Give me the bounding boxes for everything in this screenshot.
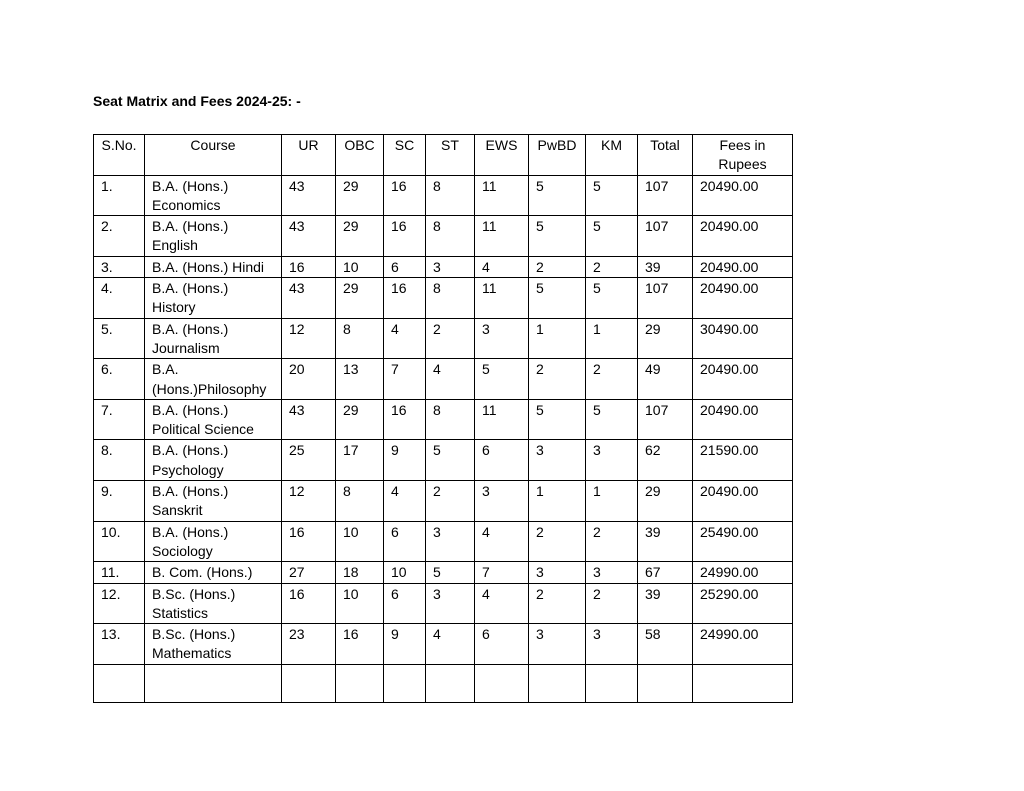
cell-pwbd: 2 <box>529 521 586 562</box>
cell-km: 5 <box>586 175 638 216</box>
table-row <box>94 175 793 216</box>
header-sno: S.No. <box>94 135 145 176</box>
cell-sno: 1. <box>94 175 145 216</box>
cell-ews: 3 <box>475 481 529 522</box>
cell-obc: 29 <box>336 175 384 216</box>
cell-obc: 13 <box>336 359 384 400</box>
cell-ur: 43 <box>282 278 336 319</box>
cell-ur <box>282 664 336 702</box>
cell-sc: 16 <box>384 175 426 216</box>
header-total: Total <box>638 135 693 176</box>
cell-course: B. Com. (Hons.) <box>145 562 282 583</box>
table-row <box>94 562 793 583</box>
cell-fees: 20490.00 <box>693 399 793 440</box>
cell-pwbd: 1 <box>529 318 586 359</box>
cell-st: 3 <box>426 521 475 562</box>
cell-km: 2 <box>586 521 638 562</box>
cell-total: 39 <box>638 583 693 624</box>
cell-fees: 25290.00 <box>693 583 793 624</box>
cell-obc: 16 <box>336 624 384 665</box>
cell-ews: 11 <box>475 175 529 216</box>
cell-st <box>426 664 475 702</box>
cell-km: 5 <box>586 216 638 257</box>
cell-ews: 6 <box>475 440 529 481</box>
cell-sno <box>94 664 145 702</box>
table-row <box>94 521 793 562</box>
cell-ur: 12 <box>282 481 336 522</box>
cell-pwbd: 1 <box>529 481 586 522</box>
header-course: Course <box>145 135 282 176</box>
header-obc: OBC <box>336 135 384 176</box>
cell-total: 29 <box>638 481 693 522</box>
cell-sno: 6. <box>94 359 145 400</box>
cell-ur: 43 <box>282 399 336 440</box>
cell-km: 2 <box>586 256 638 277</box>
header-km: KM <box>586 135 638 176</box>
cell-sc: 4 <box>384 481 426 522</box>
cell-ews: 4 <box>475 521 529 562</box>
cell-ews <box>475 664 529 702</box>
cell-ur: 12 <box>282 318 336 359</box>
cell-ews: 3 <box>475 318 529 359</box>
header-ur: UR <box>282 135 336 176</box>
cell-fees: 20490.00 <box>693 359 793 400</box>
cell-st: 5 <box>426 440 475 481</box>
cell-pwbd: 5 <box>529 216 586 257</box>
cell-total: 107 <box>638 399 693 440</box>
cell-ur: 23 <box>282 624 336 665</box>
cell-ur: 20 <box>282 359 336 400</box>
cell-sno: 13. <box>94 624 145 665</box>
cell-sc: 7 <box>384 359 426 400</box>
cell-fees: 20490.00 <box>693 256 793 277</box>
cell-sc: 16 <box>384 278 426 319</box>
cell-pwbd: 3 <box>529 624 586 665</box>
cell-obc: 10 <box>336 583 384 624</box>
cell-sc <box>384 664 426 702</box>
cell-km: 5 <box>586 278 638 319</box>
document-title: Seat Matrix and Fees 2024-25: - <box>93 93 301 109</box>
cell-ews: 6 <box>475 624 529 665</box>
cell-sc: 9 <box>384 440 426 481</box>
cell-total: 107 <box>638 175 693 216</box>
cell-sc: 6 <box>384 521 426 562</box>
cell-st: 3 <box>426 583 475 624</box>
header-fees: Fees in Rupees <box>693 135 793 176</box>
table-row <box>94 624 793 665</box>
table-row <box>94 318 793 359</box>
cell-st: 2 <box>426 481 475 522</box>
cell-ews: 11 <box>475 278 529 319</box>
cell-ews: 4 <box>475 583 529 624</box>
table-row <box>94 583 793 624</box>
cell-km: 1 <box>586 481 638 522</box>
cell-pwbd: 5 <box>529 278 586 319</box>
cell-km: 5 <box>586 399 638 440</box>
cell-obc: 29 <box>336 216 384 257</box>
cell-course: B.A. (Hons.) Sanskrit <box>145 481 282 522</box>
cell-total: 62 <box>638 440 693 481</box>
cell-fees: 20490.00 <box>693 216 793 257</box>
cell-ur: 25 <box>282 440 336 481</box>
cell-sno: 11. <box>94 562 145 583</box>
cell-obc: 8 <box>336 318 384 359</box>
cell-total: 107 <box>638 216 693 257</box>
cell-total: 39 <box>638 256 693 277</box>
cell-ur: 16 <box>282 583 336 624</box>
cell-pwbd: 5 <box>529 175 586 216</box>
cell-total: 58 <box>638 624 693 665</box>
cell-course: B.A. (Hons.) Psychology <box>145 440 282 481</box>
cell-course: B.A. (Hons.) Hindi <box>145 256 282 277</box>
header-sc: SC <box>384 135 426 176</box>
cell-st: 8 <box>426 278 475 319</box>
cell-sno: 3. <box>94 256 145 277</box>
cell-obc: 29 <box>336 399 384 440</box>
cell-sno: 5. <box>94 318 145 359</box>
cell-km: 2 <box>586 583 638 624</box>
cell-course: B.A. (Hons.) Journalism <box>145 318 282 359</box>
cell-pwbd: 3 <box>529 562 586 583</box>
cell-sno: 8. <box>94 440 145 481</box>
table-row <box>94 256 793 277</box>
table-row <box>94 664 793 702</box>
cell-st: 4 <box>426 359 475 400</box>
cell-obc <box>336 664 384 702</box>
table-row <box>94 481 793 522</box>
cell-sno: 9. <box>94 481 145 522</box>
cell-obc: 10 <box>336 521 384 562</box>
cell-km: 3 <box>586 624 638 665</box>
cell-sno: 2. <box>94 216 145 257</box>
cell-ews: 11 <box>475 399 529 440</box>
cell-ews: 7 <box>475 562 529 583</box>
cell-sc: 10 <box>384 562 426 583</box>
cell-fees: 20490.00 <box>693 278 793 319</box>
cell-pwbd: 5 <box>529 399 586 440</box>
cell-course: B.Sc. (Hons.) Mathematics <box>145 624 282 665</box>
table-row <box>94 216 793 257</box>
table-row <box>94 359 793 400</box>
cell-course: B.A. (Hons.) Sociology <box>145 521 282 562</box>
cell-ews: 11 <box>475 216 529 257</box>
cell-st: 4 <box>426 624 475 665</box>
cell-course: B.A. (Hons.) History <box>145 278 282 319</box>
cell-course: B.Sc. (Hons.) Statistics <box>145 583 282 624</box>
cell-ews: 4 <box>475 256 529 277</box>
table-row <box>94 399 793 440</box>
cell-sno: 12. <box>94 583 145 624</box>
cell-km <box>586 664 638 702</box>
cell-sc: 16 <box>384 399 426 440</box>
cell-obc: 29 <box>336 278 384 319</box>
cell-fees: 24990.00 <box>693 624 793 665</box>
cell-km: 3 <box>586 440 638 481</box>
cell-sno: 4. <box>94 278 145 319</box>
cell-course: B.A. (Hons.) English <box>145 216 282 257</box>
cell-pwbd: 2 <box>529 256 586 277</box>
cell-st: 3 <box>426 256 475 277</box>
cell-km: 3 <box>586 562 638 583</box>
cell-km: 2 <box>586 359 638 400</box>
cell-fees: 20490.00 <box>693 175 793 216</box>
table-header-row <box>94 135 793 176</box>
cell-ur: 16 <box>282 521 336 562</box>
cell-course: B.A. (Hons.)Philosophy <box>145 359 282 400</box>
header-st: ST <box>426 135 475 176</box>
cell-ur: 27 <box>282 562 336 583</box>
cell-pwbd: 2 <box>529 583 586 624</box>
table-row <box>94 278 793 319</box>
cell-sc: 6 <box>384 583 426 624</box>
cell-pwbd: 2 <box>529 359 586 400</box>
cell-obc: 8 <box>336 481 384 522</box>
cell-fees: 25490.00 <box>693 521 793 562</box>
cell-course <box>145 664 282 702</box>
cell-sno: 7. <box>94 399 145 440</box>
cell-fees: 30490.00 <box>693 318 793 359</box>
cell-total: 67 <box>638 562 693 583</box>
cell-st: 2 <box>426 318 475 359</box>
cell-sno: 10. <box>94 521 145 562</box>
cell-ews: 5 <box>475 359 529 400</box>
table-row <box>94 440 793 481</box>
cell-sc: 6 <box>384 256 426 277</box>
cell-total: 107 <box>638 278 693 319</box>
cell-sc: 4 <box>384 318 426 359</box>
cell-sc: 9 <box>384 624 426 665</box>
seat-matrix-table <box>93 134 793 703</box>
header-pwbd: PwBD <box>529 135 586 176</box>
cell-fees: 21590.00 <box>693 440 793 481</box>
cell-st: 5 <box>426 562 475 583</box>
cell-st: 8 <box>426 175 475 216</box>
cell-fees: 24990.00 <box>693 562 793 583</box>
cell-fees: 20490.00 <box>693 481 793 522</box>
cell-total <box>638 664 693 702</box>
cell-total: 29 <box>638 318 693 359</box>
cell-total: 39 <box>638 521 693 562</box>
cell-obc: 17 <box>336 440 384 481</box>
cell-obc: 10 <box>336 256 384 277</box>
cell-ur: 43 <box>282 175 336 216</box>
cell-pwbd: 3 <box>529 440 586 481</box>
cell-pwbd <box>529 664 586 702</box>
cell-ur: 16 <box>282 256 336 277</box>
cell-ur: 43 <box>282 216 336 257</box>
cell-st: 8 <box>426 399 475 440</box>
cell-total: 49 <box>638 359 693 400</box>
header-ews: EWS <box>475 135 529 176</box>
cell-obc: 18 <box>336 562 384 583</box>
cell-km: 1 <box>586 318 638 359</box>
cell-course: B.A. (Hons.) Political Science <box>145 399 282 440</box>
cell-fees <box>693 664 793 702</box>
cell-st: 8 <box>426 216 475 257</box>
cell-course: B.A. (Hons.) Economics <box>145 175 282 216</box>
cell-sc: 16 <box>384 216 426 257</box>
